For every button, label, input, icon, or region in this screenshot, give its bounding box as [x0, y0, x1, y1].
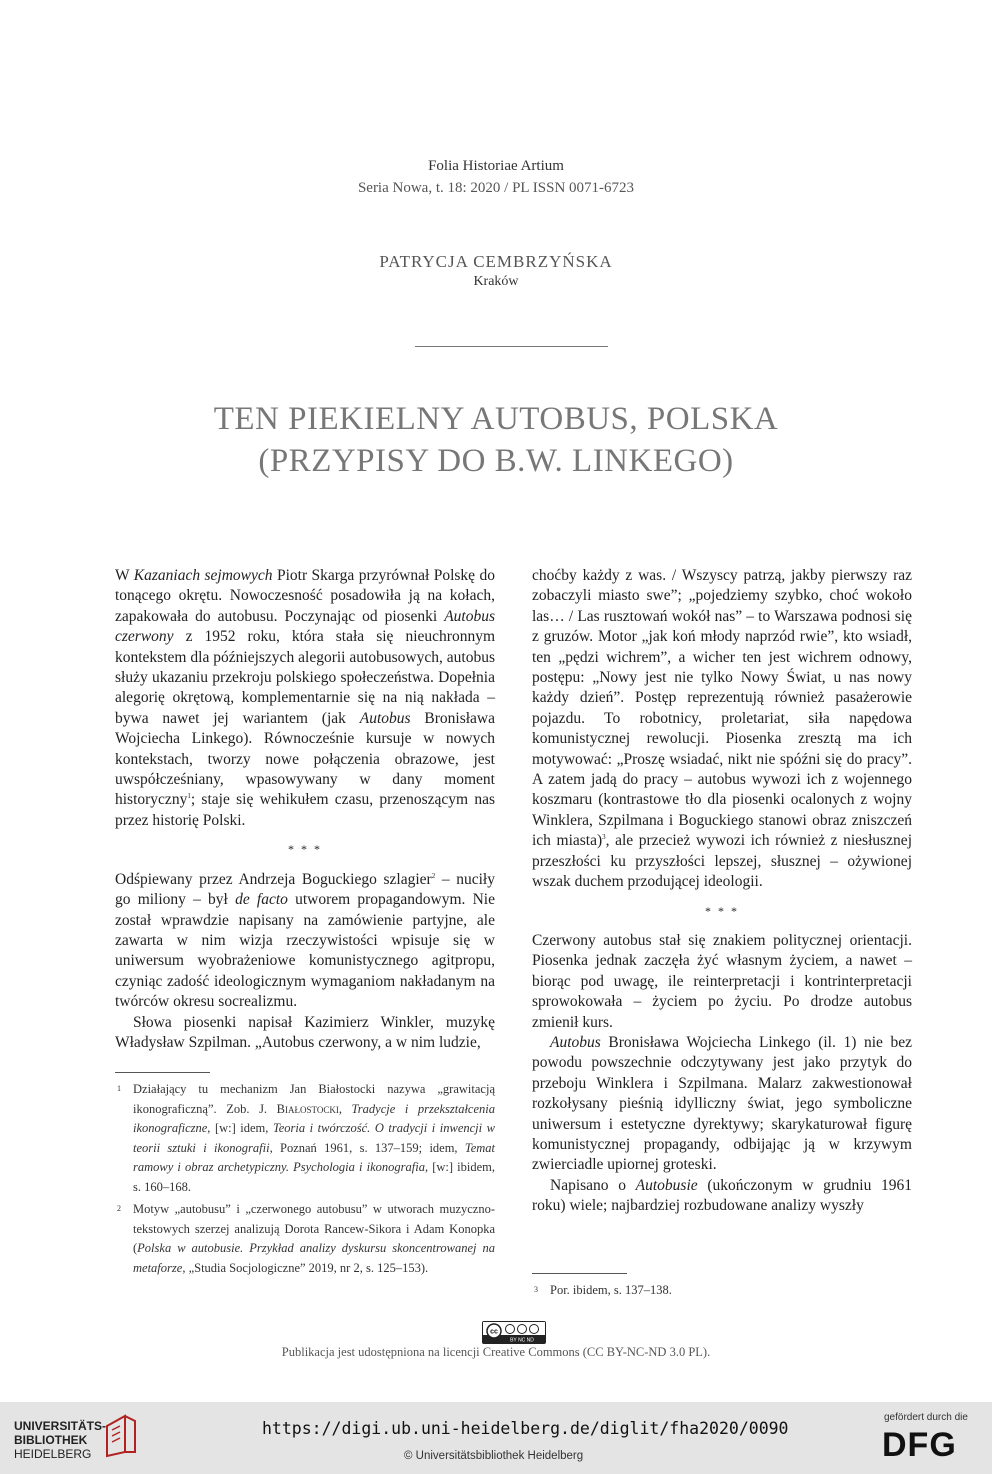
footnote-ref[interactable]: 2	[431, 871, 436, 880]
title-divider	[415, 346, 608, 347]
author-name: PATRYCJA CEMBRZYŃSKA	[379, 252, 613, 271]
footnote-2: 2 Motyw „autobusu” i „czerwonego autobusu” w utworach muzyczno-tekstowych szerzej analizują Dorota Rancew-Sikora i Adam Konopka (Polska w autobusie. Przykład analizy dyskursu skoncentrowanej na metaforze, „Studia Socjologiczne” 2019, nr 2, s. 125–153).	[117, 1202, 495, 1275]
paragraph: Słowa piosenki napisał Kazimierz Winkler, muzykę Władysław Szpilman. „Autobus czerwony, a w nim ludzie,	[115, 1013, 495, 1051]
cc-license-icon	[483, 1322, 545, 1343]
paragraph: Napisano o Autobusie (ukończonym w grudniu 1961 roku) wiele; najbardziej rozbudowane analizy wyszły	[532, 1176, 913, 1215]
library-emblem-icon	[103, 1412, 139, 1458]
footnote-divider	[532, 1273, 627, 1274]
viewer-footer	[0, 1402, 992, 1474]
copyright-notice: © Universitätsbibliothek Heidelberg	[404, 1450, 584, 1462]
article-title	[0, 398, 992, 482]
creative-commons-badge[interactable]	[482, 1321, 546, 1344]
svg-text:BY NC ND: BY NC ND	[510, 1337, 534, 1343]
footnote-ref[interactable]: 1	[187, 792, 191, 801]
footnotes-left	[115, 1080, 495, 1278]
journal-header	[0, 155, 992, 199]
permalink-url[interactable]: https://digi.ub.uni-heidelberg.de/diglit/fha2020/0090	[262, 1419, 789, 1438]
license-text: Publikacja jest udostępniona na licencji Creative Commons (CC BY-NC-ND 3.0 PL).	[281, 1345, 711, 1359]
footnote-ref[interactable]: 3	[602, 833, 606, 842]
right-column	[532, 566, 912, 1217]
author-city: Kraków	[473, 274, 519, 289]
footnotes-right	[532, 1281, 912, 1301]
paragraph: choćby każdy z was. / Wszyscy patrzą, jakby pierwszy raz zobaczyli miasto swe”; „pojedziemy szybko, choć wokoło las… / Las rusztowań wokół nas” – to Warszawa podnosi się z gruzów. Motor „jak koń młody naprzód rwie”, kto wsiadł, ten „pędzi wichrem”, a wicher ten jest wichrem odnowy, postępu: „Nowy jest nie tylko Nowy Świat, u nas nowy każdy dzień”. Postęp reprezentują również pasażerowie pojazdu. To robotnicy, proletariat, siła napędowa komunistycznej rewolucji. Piosenka zresztą ma ich motywować: „Proszę wsiadać, nikt nie spóźni się do pracy”. A zatem jadą do pracy – autobus wywozi ich z wojennego koszmaru (kontrastowe tło dla piosenki ocalonych z wojny Winklera, Szpilmana i Boguckiego stanowi obraz zniszczeń ich miasta)$^3$, ale przecież wywozi ich również z niesłusznej przeszłości ku przyszłości lepszej, słusznej – ożywionej wszak duchem przodującej ideologii.	[532, 567, 912, 891]
left-column	[115, 566, 495, 1053]
footnote-3: 3 Por. ibidem, s. 137–138.	[534, 1283, 672, 1297]
title-line-1: TEN PIEKIELNY AUTOBUS, POLSKA	[213, 401, 779, 437]
section-separator: * * *	[705, 903, 739, 918]
title-line-2: (PRZYPISY DO B.W. LINKEGO)	[258, 443, 734, 479]
journal-series: Seria Nowa, t. 18: 2020 / PL ISSN 0071-6723	[357, 180, 635, 196]
section-separator: * * *	[288, 842, 322, 857]
footnote-divider	[115, 1072, 210, 1073]
journal-name: Folia Historiae Artium	[428, 158, 564, 174]
svg-text:cc: cc	[490, 1328, 498, 1336]
paragraph: Czerwony autobus stał się znakiem politycznej orientacji. Piosenka jednak zaczęła żyć własnym życiem, a nawet – biorąc pod uwagę, ile reinterpretacji i kontrinterpretacji sprowokowała – życiem po życiu. Po drodze autobus zmienił kurs.	[532, 931, 912, 1031]
footnote-1: 1 Działający tu mechanizm Jan Białostocki nazywa „grawitacją ikonograficzną”. Zob. J. Białostocki, Tradycje i przekształcenia ikonograficzne, [w:] idem, Teoria i twórczość. O tradycji i inwencji w teorii sztuki i ikonografii, Poznań 1961, s. 137–159; idem, Temat ramowy i obraz archetypiczny. Psychologia i ikonografia, [w:] ibidem, s. 160–168.	[117, 1082, 496, 1194]
library-logo[interactable]: UNIVERSITÄTS- BIBLIOTHEK HEIDELBERG	[14, 1419, 107, 1461]
paragraph: Autobus Bronisława Wojciecha Linkego (il. 1) nie bez powodu powszechnie odczytywany jest jako przytyk do przeboju Winklera i Szpilmana. Malarz zakwestionował rozkołysany pieśnią idylliczny świat, jego symboliczne uniwersum i estetyczne dyrektywy; skarykaturował figurę komunistycznej propagandy, odbijając ją w krzywym zwierciadle upiornej groteski.	[532, 1033, 912, 1174]
paragraph: Odśpiewany przez Andrzeja Boguckiego szlagier$^2$ – nuciły go miliony – był de facto utworem propagandowym. Nie został wprawdzie napisany na zamówienie partyjne, ale zawarta w nim wizja rzeczywistości wpisuje się w uniwersum wyobrażeniowe komunistycznego agitpropu, czyniąc zadość ideologicznym wymaganiom nakładanym na twórców okresu socrealizmu.	[115, 870, 495, 1011]
funding-note: gefördert durch die	[884, 1412, 968, 1423]
dfg-logo[interactable]: DFG	[882, 1426, 957, 1464]
paragraph: W Kazaniach sejmowych Piotr Skarga przyrównał Polskę do tonącego okrętu. Nowoczesność posadowiła ją na kołach, zapakowała do autobusu. Poczynając od piosenki Autobus czerwony z 1952 roku, która stała się nieuchronnym kontekstem dla późniejszych alegorii autobusowych, autobus służy ukazaniu przekroju polskiego społeczeństwa. Dopełnia alegorię okrętową, komplementarnie się na nią nakłada – bywa nawet jej wariantem (jak Autobus Bronisława Wojciecha Linkego). Równocześnie kursuje w nowych kontekstach, tworzy nowe połączenia obrazowe, jest uwspółcześniany, wpasowywany w dany moment historyczny$^1$; staje się wehikułem czasu, przenoszącym nas przez historię Polski.	[115, 567, 495, 829]
